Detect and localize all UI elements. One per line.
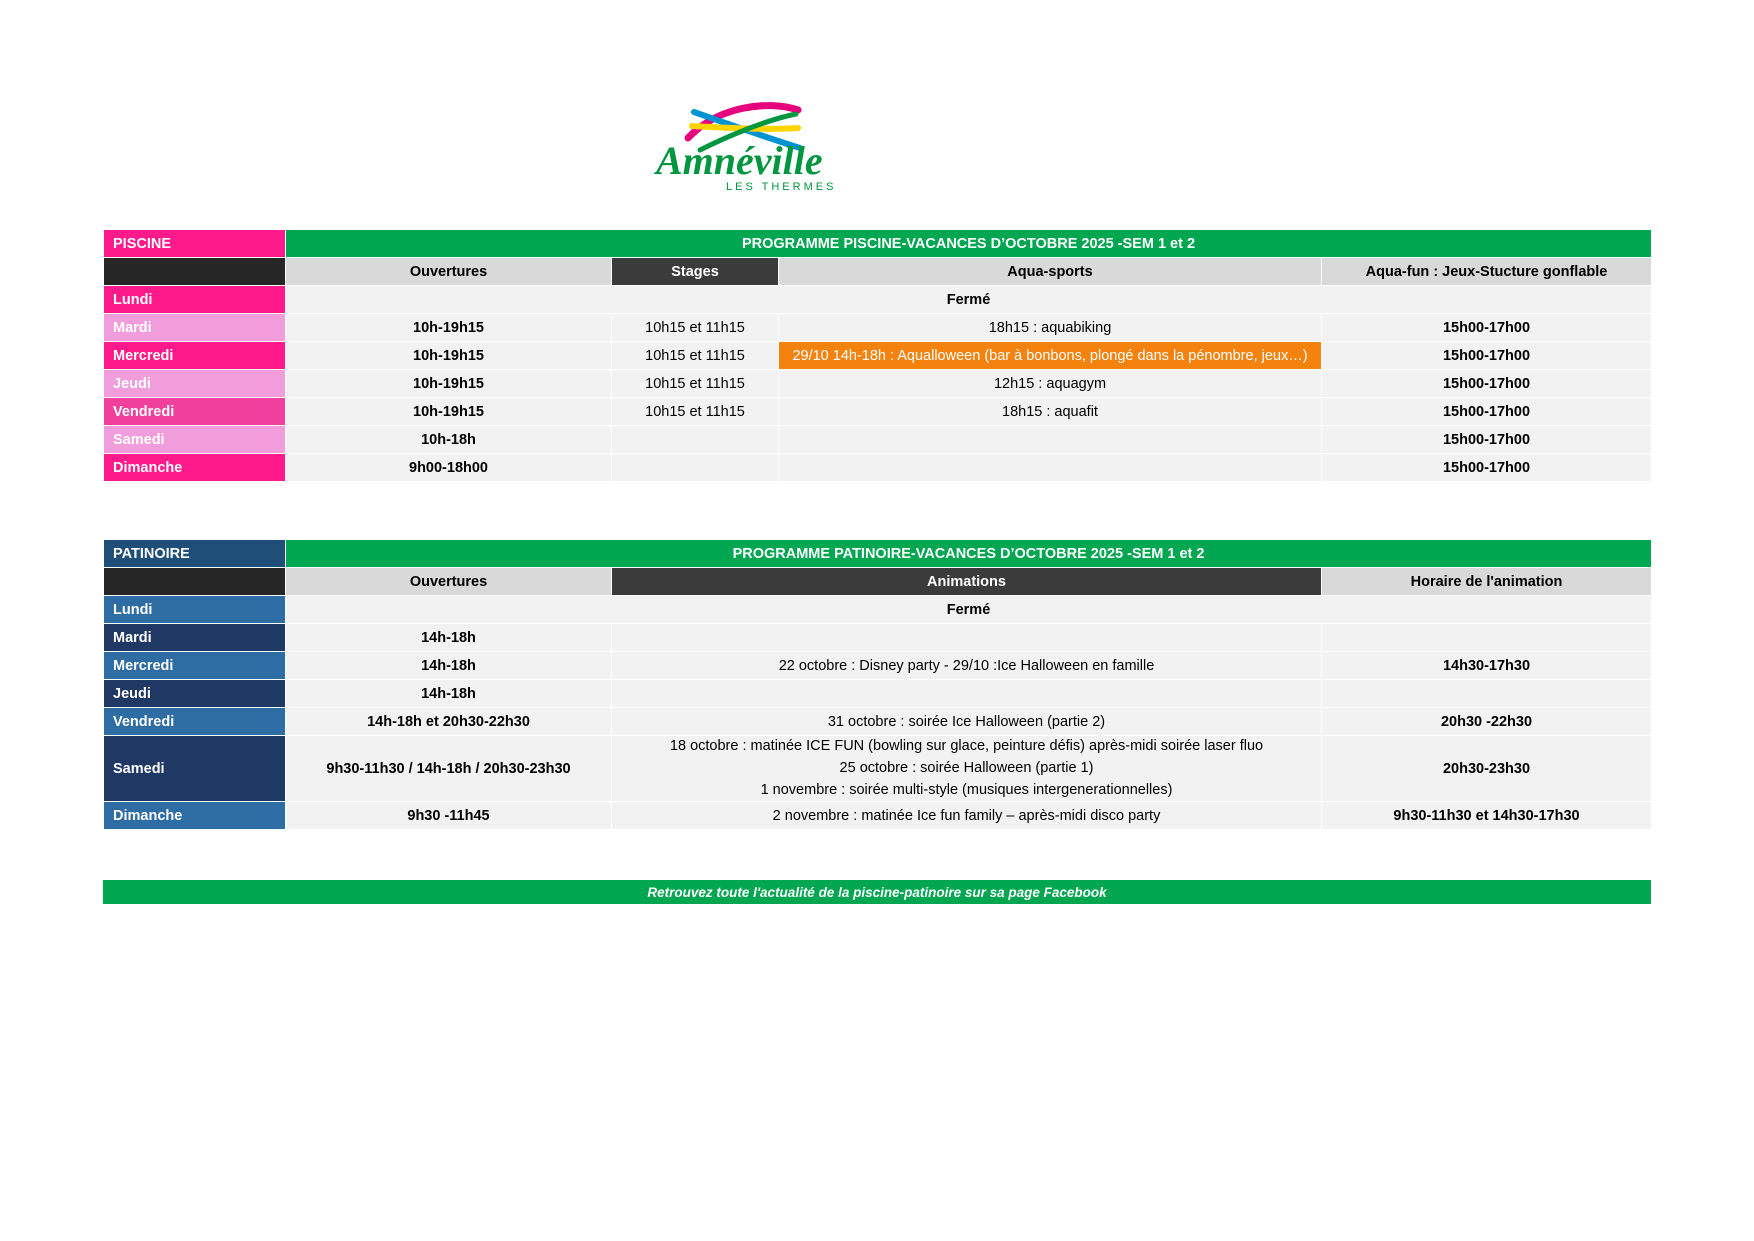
piscine-day-mercredi: Mercredi	[104, 342, 286, 370]
patinoire-corner-cell	[104, 568, 286, 596]
table-row	[104, 708, 1652, 736]
footer-text: Retrouvez toute l'actualité de la piscine-patinoire sur sa page Facebook	[647, 884, 1107, 900]
piscine-samedi-aqua	[779, 426, 1322, 454]
patinoire-schedule-table	[103, 539, 1651, 830]
patinoire-label: PATINOIRE	[104, 540, 286, 568]
piscine-vendredi-stages: 10h15 et 11h15	[612, 398, 779, 426]
piscine-mardi-aqua: 18h15 : aquabiking	[779, 314, 1322, 342]
table-row	[104, 426, 1652, 454]
piscine-mercredi-stages: 10h15 et 11h15	[612, 342, 779, 370]
piscine-dimanche-fun: 15h00-17h00	[1322, 454, 1652, 482]
patinoire-mardi-horaire	[1322, 624, 1652, 652]
piscine-samedi-fun: 15h00-17h00	[1322, 426, 1652, 454]
piscine-col-aqua-sports: Aqua-sports	[779, 258, 1322, 286]
piscine-schedule-table	[103, 229, 1651, 482]
table-row	[104, 454, 1652, 482]
piscine-header-row	[104, 230, 1652, 258]
animation-line: 25 octobre : soirée Halloween (partie 1)	[839, 759, 1094, 776]
piscine-dimanche-ouvertures: 9h00-18h00	[286, 454, 612, 482]
piscine-day-samedi: Samedi	[104, 426, 286, 454]
piscine-jeudi-aqua: 12h15 : aquagym	[779, 370, 1322, 398]
piscine-jeudi-fun: 15h00-17h00	[1322, 370, 1652, 398]
patinoire-header-row	[104, 540, 1652, 568]
piscine-table	[103, 229, 1652, 482]
patinoire-samedi-animations	[612, 736, 1322, 802]
facebook-footer-banner	[103, 880, 1651, 904]
piscine-day-dimanche: Dimanche	[104, 454, 286, 482]
piscine-dimanche-stages	[612, 454, 779, 482]
piscine-jeudi-stages: 10h15 et 11h15	[612, 370, 779, 398]
table-row	[104, 286, 1652, 314]
piscine-jeudi-ouvertures: 10h-19h15	[286, 370, 612, 398]
piscine-vendredi-aqua: 18h15 : aquafit	[779, 398, 1322, 426]
patinoire-mercredi-animations: 22 octobre : Disney party - 29/10 :Ice Halloween en famille	[612, 652, 1322, 680]
svg-text:LES THERMES: LES THERMES	[726, 181, 837, 193]
piscine-dimanche-aqua	[779, 454, 1322, 482]
table-row	[104, 370, 1652, 398]
patinoire-jeudi-ouvertures: 14h-18h	[286, 680, 612, 708]
patinoire-dimanche-animations: 2 novembre : matinée Ice fun family – après-midi disco party	[612, 802, 1322, 830]
patinoire-jeudi-horaire	[1322, 680, 1652, 708]
piscine-corner-cell	[104, 258, 286, 286]
table-row	[104, 652, 1652, 680]
piscine-samedi-ouvertures: 10h-18h	[286, 426, 612, 454]
piscine-day-lundi: Lundi	[104, 286, 286, 314]
patinoire-jeudi-animations	[612, 680, 1322, 708]
patinoire-vendredi-ouvertures: 14h-18h et 20h30-22h30	[286, 708, 612, 736]
piscine-vendredi-ouvertures: 10h-19h15	[286, 398, 612, 426]
piscine-subheader-row	[104, 258, 1652, 286]
patinoire-mercredi-ouvertures: 14h-18h	[286, 652, 612, 680]
patinoire-day-samedi: Samedi	[104, 736, 286, 802]
patinoire-day-vendredi: Vendredi	[104, 708, 286, 736]
piscine-mercredi-ouvertures: 10h-19h15	[286, 342, 612, 370]
patinoire-mardi-animations	[612, 624, 1322, 652]
piscine-mardi-ouvertures: 10h-19h15	[286, 314, 612, 342]
piscine-col-stages: Stages	[612, 258, 779, 286]
patinoire-day-dimanche: Dimanche	[104, 802, 286, 830]
piscine-day-mardi: Mardi	[104, 314, 286, 342]
table-row	[104, 624, 1652, 652]
piscine-lundi-ferme: Fermé	[286, 286, 1652, 314]
patinoire-col-ouvertures: Ouvertures	[286, 568, 612, 596]
table-row	[104, 802, 1652, 830]
table-row	[104, 342, 1652, 370]
table-row	[104, 314, 1652, 342]
patinoire-title: PROGRAMME PATINOIRE-VACANCES D’OCTOBRE 2025 -SEM 1 et 2	[286, 540, 1652, 568]
patinoire-day-mardi: Mardi	[104, 624, 286, 652]
patinoire-vendredi-animations: 31 octobre : soirée Ice Halloween (partie 2)	[612, 708, 1322, 736]
patinoire-samedi-ouvertures: 9h30-11h30 / 14h-18h / 20h30-23h30	[286, 736, 612, 802]
amneville-logo	[648, 96, 898, 196]
piscine-mercredi-aqualloween: 29/10 14h-18h : Aqualloween (bar à bonbons, plongé dans la pénombre, jeux…)	[779, 342, 1322, 370]
piscine-mardi-fun: 15h00-17h00	[1322, 314, 1652, 342]
piscine-samedi-stages	[612, 426, 779, 454]
table-row	[104, 398, 1652, 426]
piscine-mercredi-fun: 15h00-17h00	[1322, 342, 1652, 370]
patinoire-day-mercredi: Mercredi	[104, 652, 286, 680]
patinoire-mardi-ouvertures: 14h-18h	[286, 624, 612, 652]
patinoire-samedi-horaire: 20h30-23h30	[1322, 736, 1652, 802]
svg-text:Amnéville: Amnéville	[656, 138, 823, 183]
piscine-day-jeudi: Jeudi	[104, 370, 286, 398]
piscine-label: PISCINE	[104, 230, 286, 258]
patinoire-col-animations: Animations	[612, 568, 1322, 596]
animation-line: 1 novembre : soirée multi-style (musiques intergenerationnelles)	[760, 781, 1173, 798]
patinoire-table	[103, 539, 1652, 830]
patinoire-dimanche-ouvertures: 9h30 -11h45	[286, 802, 612, 830]
patinoire-dimanche-horaire: 9h30-11h30 et 14h30-17h30	[1322, 802, 1652, 830]
table-row	[104, 736, 1652, 802]
piscine-day-vendredi: Vendredi	[104, 398, 286, 426]
piscine-vendredi-fun: 15h00-17h00	[1322, 398, 1652, 426]
patinoire-day-lundi: Lundi	[104, 596, 286, 624]
piscine-col-aqua-fun: Aqua-fun : Jeux-Stucture gonflable	[1322, 258, 1652, 286]
patinoire-mercredi-horaire: 14h30-17h30	[1322, 652, 1652, 680]
table-row	[104, 596, 1652, 624]
piscine-title: PROGRAMME PISCINE-VACANCES D’OCTOBRE 2025 -SEM 1 et 2	[286, 230, 1652, 258]
animation-line: 18 octobre : matinée ICE FUN (bowling sur glace, peinture défis) après-midi soirée laser fluo	[669, 738, 1264, 754]
patinoire-vendredi-horaire: 20h30 -22h30	[1322, 708, 1652, 736]
piscine-col-ouvertures: Ouvertures	[286, 258, 612, 286]
patinoire-day-jeudi: Jeudi	[104, 680, 286, 708]
patinoire-lundi-ferme: Fermé	[286, 596, 1652, 624]
piscine-mardi-stages: 10h15 et 11h15	[612, 314, 779, 342]
patinoire-subheader-row	[104, 568, 1652, 596]
table-row	[104, 680, 1652, 708]
patinoire-col-horaire: Horaire de l'animation	[1322, 568, 1652, 596]
